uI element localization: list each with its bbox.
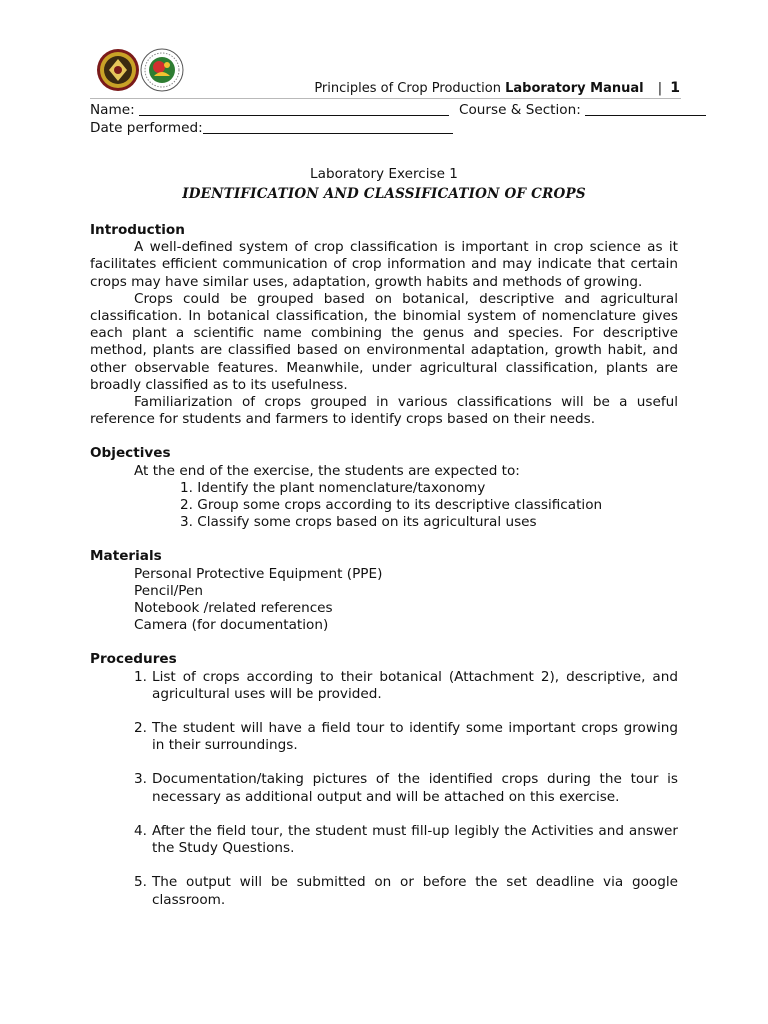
manual-title: Principles of Crop Production: [314, 81, 501, 96]
header-separator: |: [657, 81, 663, 96]
university-seal-icon: [96, 48, 140, 92]
running-head: [314, 80, 680, 96]
header-rule: [90, 98, 681, 99]
name-field[interactable]: [90, 101, 449, 118]
college-seal-icon: [140, 48, 184, 92]
materials-heading: Materials: [90, 548, 162, 565]
material-item: Notebook /related references: [134, 600, 333, 617]
procedures-heading: Procedures: [90, 651, 177, 668]
procedure-item: [90, 720, 678, 754]
procedure-number: 2.: [134, 720, 147, 737]
procedure-number: 4.: [134, 822, 147, 839]
procedure-text: The student will have a field tour to identify some important crops growing in their surroundings.: [152, 720, 678, 754]
material-item: Personal Protective Equipment (PPE): [134, 565, 383, 582]
procedure-number: 1.: [134, 668, 147, 685]
name-blank[interactable]: [139, 101, 449, 116]
material-item: Camera (for documentation): [134, 617, 329, 634]
objectives-lead: At the end of the exercise, the students are expected to:: [134, 462, 520, 479]
course-section-label: Course & Section:: [459, 102, 581, 118]
main-content: [90, 222, 678, 909]
objective-item: 1. Identify the plant nomenclature/taxonomy: [180, 479, 486, 496]
objectives-heading: Objectives: [90, 445, 171, 462]
procedure-number: 3.: [134, 771, 147, 788]
procedure-text: After the field tour, the student must fill-up legibly the Activities and answer the Study Questions.: [152, 822, 678, 857]
procedure-item: [90, 669, 678, 703]
date-performed-blank[interactable]: [203, 119, 453, 134]
materials-list: [90, 566, 678, 635]
intro-paragraph: Familiarization of crops grouped in various classifications will be a useful reference for students and farmers to identify crops based on their needs.: [90, 394, 678, 428]
objective-item: 2. Group some crops according to its descriptive classification: [180, 497, 603, 514]
procedure-item: [90, 771, 678, 805]
procedure-text: List of crops according to their botanical (Attachment 2), descriptive, and agricultural uses will be provided.: [152, 668, 678, 702]
intro-paragraph: A well-defined system of crop classification is important in crop science as it facilitates efficient communication of crop information and may indicate that certain crops may have similar uses, adaptation, growth habits and methods of growing.: [90, 239, 678, 290]
objective-item: 3. Classify some crops based on its agricultural uses: [180, 514, 537, 531]
course-section-blank[interactable]: [585, 101, 706, 116]
name-label: Name:: [90, 102, 135, 118]
date-performed-label: Date performed:: [90, 120, 203, 136]
material-item: Pencil/Pen: [134, 582, 203, 599]
exercise-label: Laboratory Exercise 1: [310, 166, 458, 182]
course-section-field[interactable]: [459, 101, 706, 118]
procedure-number: 5.: [134, 874, 147, 891]
intro-paragraph: Crops could be grouped based on botanical, descriptive and agricultural classification. In botanical classification, the binomial system of nomenclature gives each plant a scientific name combining the genus and species. For descriptive method, plants are classified based on environmental adaptation, growth habit, and other observable features. Meanwhile, under agricultural classification, plants are broadly classified as to its usefulness.: [90, 290, 678, 393]
procedure-text: Documentation/taking pictures of the identified crops during the tour is necessary as additional output and will be attached on this exercise.: [152, 771, 678, 805]
objectives-list: [90, 480, 678, 532]
page-number: 1: [670, 80, 680, 96]
procedure-item: [90, 874, 678, 908]
manual-title-bold: Laboratory Manual: [505, 81, 644, 96]
header-logos: [96, 48, 186, 94]
procedure-item: [90, 823, 678, 857]
exercise-title: IDENTIFICATION AND CLASSIFICATION OF CROPS: [182, 186, 586, 202]
date-performed-field[interactable]: [90, 119, 453, 136]
procedure-text: The output will be submitted on or before the set deadline via google classroom.: [152, 874, 678, 908]
introduction-heading: Introduction: [90, 222, 185, 238]
